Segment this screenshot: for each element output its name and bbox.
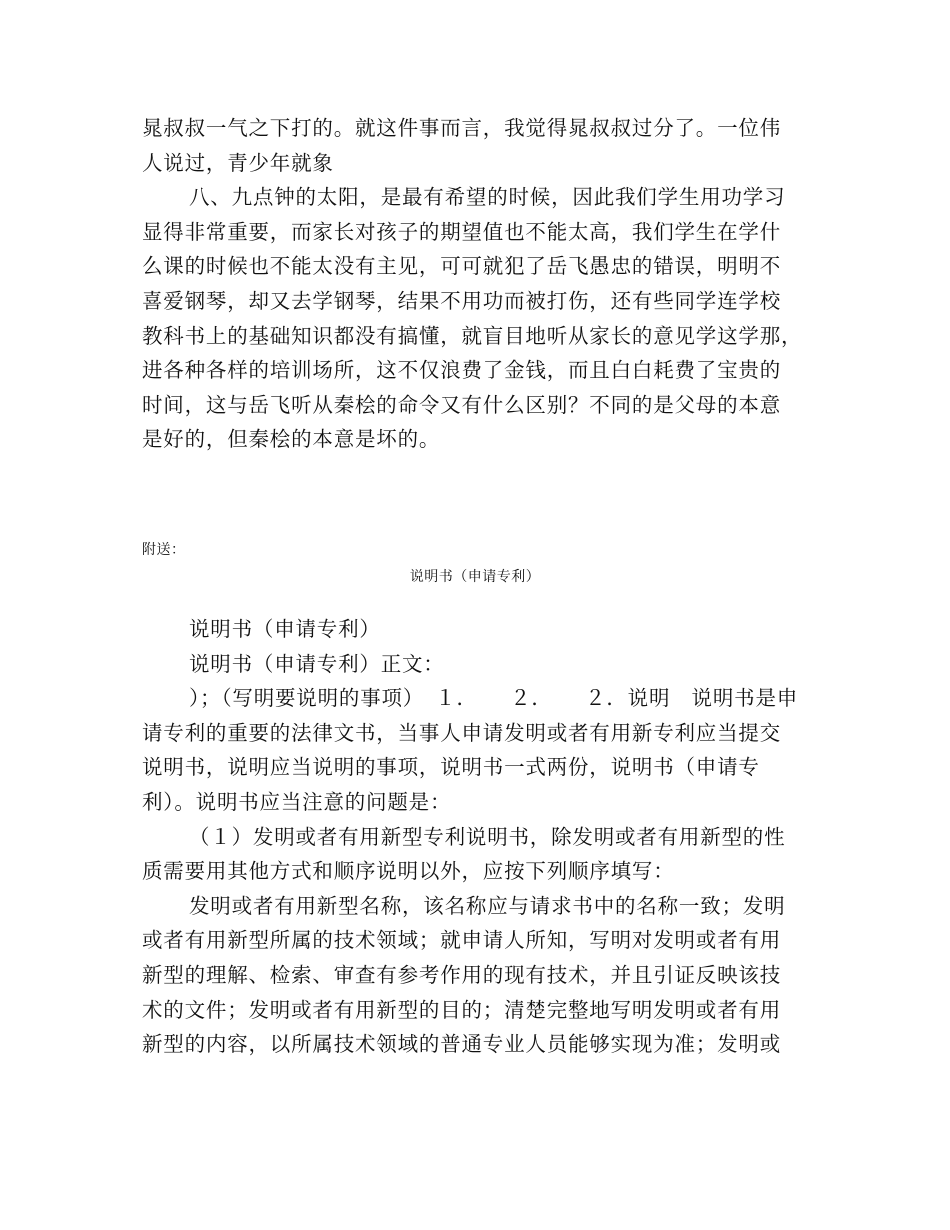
text-line: 说明书（申请专利）	[189, 617, 381, 641]
text-line: 晁叔叔一气之下打的。就这件事而言，我觉得晁叔叔过分了。一位伟	[142, 116, 781, 140]
text-line: 利）。说明书应当注意的问题是：	[142, 789, 452, 814]
appendix-label: 附送：	[142, 542, 186, 558]
text-line: 人说过，青少年就象	[142, 150, 334, 175]
text-line: 新型的内容，以所属技术领域的普通专业人员能够实现为准；发明或	[142, 1032, 781, 1057]
text-line: 是好的，但秦桧的本意是坏的。	[142, 427, 441, 452]
manual-text	[142, 612, 806, 1062]
text-line: 教科书上的基础知识都没有搞懂，就盲目地听从家长的意见学这学那，	[142, 323, 803, 348]
text-line: ）；（写明要说明的事项） １． ２． ２．说明 说明书是申	[189, 686, 799, 711]
text-line: 质需要用其他方式和顺序说明以外，应按下列顺序填写：	[142, 859, 675, 884]
text-line: 显得非常重要，而家长对孩子的期望值也不能太高，我们学生在学什	[142, 219, 781, 244]
text-line: 说明书（申请专利）正文：	[189, 651, 445, 676]
text-line: 说明书，说明应当说明的事项，说明书一式两份，说明书（申请专	[142, 755, 760, 780]
text-line: 请专利的重要的法律文书，当事人申请发明或者有用新专利应当提交	[142, 720, 781, 745]
text-line: 发明或者有用新型名称，该名称应与请求书中的名称一致；发明	[189, 893, 786, 918]
text-line: 么课的时候也不能太没有主见，可可就犯了岳飞愚忠的错误，明明不	[142, 254, 781, 279]
appendix-title: 说明书（申请专利）	[409, 569, 541, 585]
text-line: （１）发明或者有用新型专利说明书，除发明或者有用新型的性	[189, 824, 786, 849]
text-line: 或者有用新型所属的技术领域；就申请人所知，写明对发明或者有用	[142, 928, 781, 953]
essay-text	[142, 111, 806, 457]
text-line: 八、九点钟的太阳，是最有希望的时候，因此我们学生用功学习	[189, 185, 786, 210]
text-line: 喜爱钢琴，却又去学钢琴，结果不用功而被打伤，还有些同学连学校	[142, 288, 781, 313]
text-line: 时间，这与岳飞听从秦桧的命令又有什么区别？不同的是父母的本意	[142, 392, 781, 417]
text-line: 进各种各样的培训场所，这不仅浪费了金钱，而且白白耗费了宝贵的	[142, 358, 781, 383]
text-line: 术的文件；发明或者有用新型的目的；清楚完整地写明发明或者有用	[142, 997, 781, 1022]
text-line: 新型的理解、检索、审查有参考作用的现有技术，并且引证反映该技	[142, 962, 781, 987]
